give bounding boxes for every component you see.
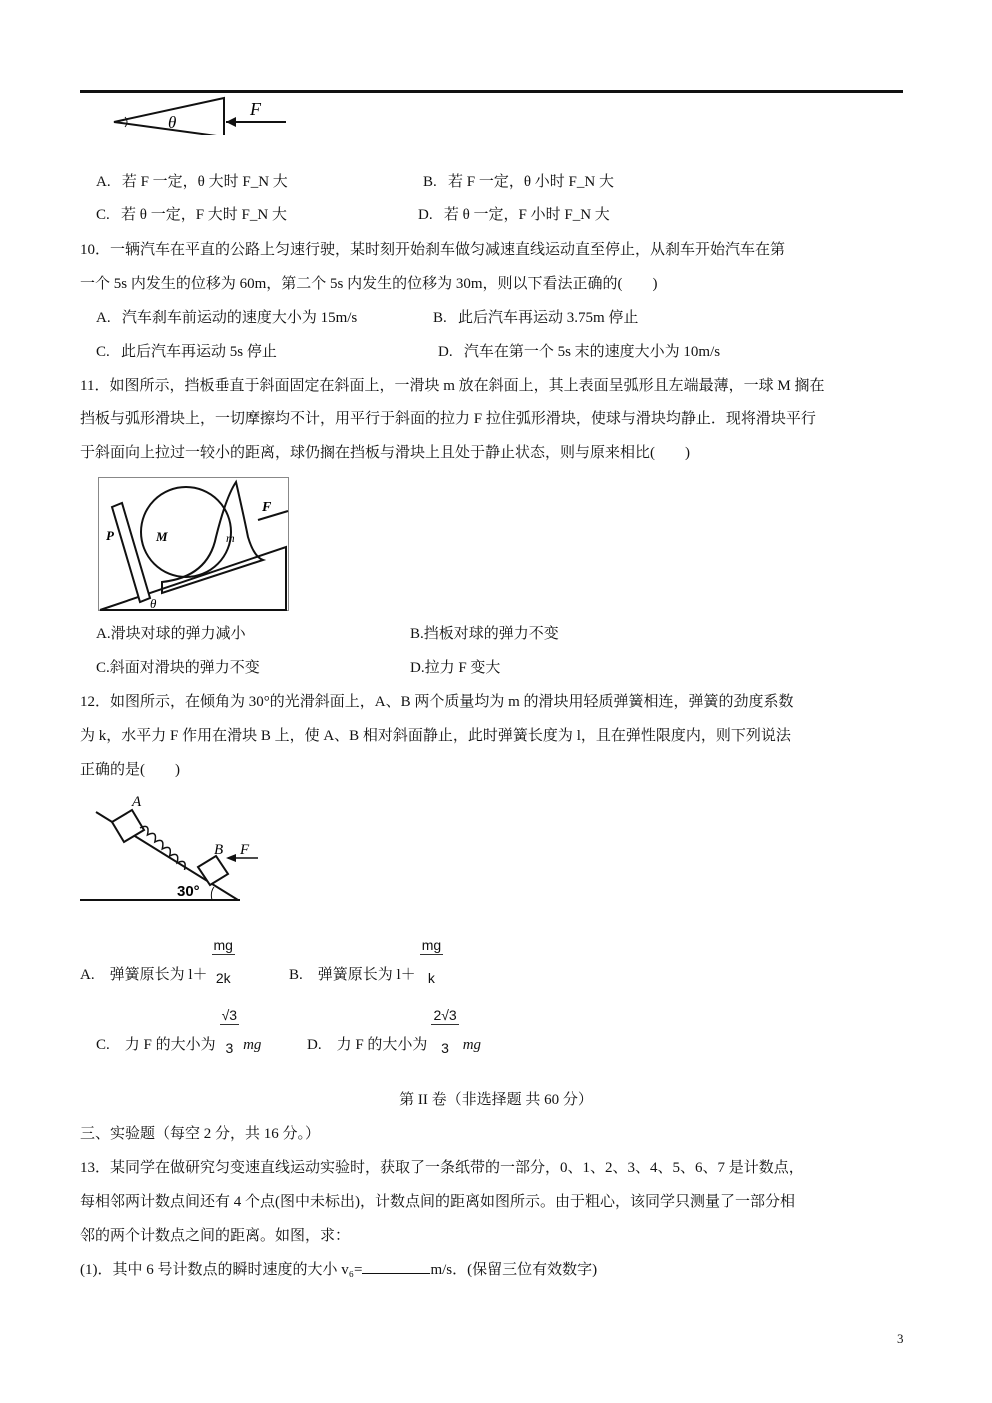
- q12-option-d[interactable]: D. 力 F 的大小为 $\frac{2√3}{3}$ mg: [307, 1007, 482, 1056]
- q11-stem: 挡板与弧形滑块上，一切摩擦均不计，用平行于斜面的拉力 F 拉住弧形滑块，使球与滑块均静止．现将滑块平行: [80, 411, 816, 427]
- q11-stem: 于斜面向上拉过一较小的距离，球仍搁在挡板与滑块上且处于静止状态，则与原来相比( ): [80, 445, 690, 461]
- q13-sub1: (1)．其中 6 号计数点的瞬时速度的大小 v₆= m/s．(保留三位有效数字): [80, 1262, 598, 1278]
- svg-text:θ: θ: [150, 596, 157, 611]
- incline-ball-figure: [98, 477, 290, 612]
- q11-stem: 11．如图所示，挡板垂直于斜面固定在斜面上，一滑块 m 放在斜面上，其上表面呈弧形且左端最薄，一球 M 搁在: [80, 378, 825, 394]
- q12-stem: 为 k，水平力 F 作用在滑块 B 上，使 A、B 相对斜面静止，此时弹簧长度为 l，且在弹性限度内，则下列说法: [80, 728, 791, 744]
- q9-option-b[interactable]: B. 若 F 一定，θ 小时 F_N 大: [423, 174, 614, 190]
- section-title: 第 II 卷（非选择题 共 60 分）: [399, 1092, 593, 1108]
- q10-option-a[interactable]: A. 汽车刹车前运动的速度大小为 15m/s: [96, 310, 358, 326]
- top-rule: [80, 90, 903, 93]
- part3-heading: 三、实验题（每空 2 分，共 16 分。）: [80, 1126, 321, 1142]
- q10-stem: 一个 5s 内发生的位移为 60m，第二个 5s 内发生的位移为 30m，则以下看法正确的( ): [80, 276, 658, 292]
- svg-text:A: A: [132, 794, 142, 810]
- q10-option-c[interactable]: C. 此后汽车再运动 5s 停止: [96, 344, 277, 360]
- svg-text:B: B: [214, 842, 224, 858]
- svg-text:30°: 30°: [177, 883, 200, 900]
- q9-option-c[interactable]: C. 若 θ 一定，F 大时 F_N 大: [96, 207, 287, 223]
- q10-stem: 10．一辆汽车在平直的公路上匀速行驶，某时刻开始刹车做匀减速直线运动直至停止，从刹车开始汽车在第: [80, 242, 786, 258]
- q11-option-c[interactable]: C.斜面对滑块的弹力不变: [96, 660, 260, 676]
- q12-stem: 正确的是( ): [80, 762, 180, 778]
- svg-text:F: F: [240, 842, 250, 858]
- answer-blank[interactable]: [362, 1273, 430, 1274]
- q12-option-a[interactable]: A. 弹簧原长为 l＋ $\frac{mg}{2k}$: [80, 937, 233, 986]
- q9-option-a[interactable]: A. 若 F 一定，θ 大时 F_N 大: [96, 174, 288, 190]
- svg-text:θ: θ: [168, 113, 177, 132]
- q11-option-a[interactable]: A.滑块对球的弹力减小: [96, 626, 246, 642]
- q12-stem: 12．如图所示，在倾角为 30°的光滑斜面上，A、B 两个质量均为 m 的滑块用轻质弹簧相连，弹簧的劲度系数: [80, 694, 794, 710]
- svg-text:M: M: [156, 529, 168, 544]
- svg-text:F: F: [262, 500, 272, 515]
- spring-incline-figure: [80, 792, 260, 904]
- q11-option-b[interactable]: B.挡板对球的弹力不变: [410, 626, 559, 642]
- page-number: 3: [897, 1331, 904, 1346]
- q10-option-b[interactable]: B. 此后汽车再运动 3.75m 停止: [433, 310, 639, 326]
- q13-stem: 每相邻两计数点间还有 4 个点(图中未标出)，计数点间的距离如图所示。由于粗心，该同学只测量了一部分相: [80, 1194, 795, 1210]
- wedge-figure: [110, 95, 290, 135]
- q12-option-c[interactable]: C. 力 F 的大小为 $\frac{√3}{3}$ mg: [96, 1007, 262, 1056]
- q12-option-b[interactable]: B. 弹簧原长为 l＋ $\frac{mg}{k}$: [289, 937, 442, 986]
- svg-text:P: P: [106, 528, 114, 543]
- q13-stem: 邻的两个计数点之间的距离。如图，求：: [80, 1228, 351, 1244]
- svg-text:m: m: [226, 531, 235, 545]
- svg-text:F: F: [250, 99, 261, 119]
- q11-option-d[interactable]: D.拉力 F 变大: [410, 660, 501, 676]
- q10-option-d[interactable]: D. 汽车在第一个 5s 末的速度大小为 10m/s: [438, 344, 721, 360]
- q13-stem: 13．某同学在做研究匀变速直线运动实验时，获取了一条纸带的一部分，0、1、2、3、4、5、6、7 是计数点，: [80, 1160, 804, 1176]
- q9-option-d[interactable]: D. 若 θ 一定，F 小时 F_N 大: [418, 207, 610, 223]
